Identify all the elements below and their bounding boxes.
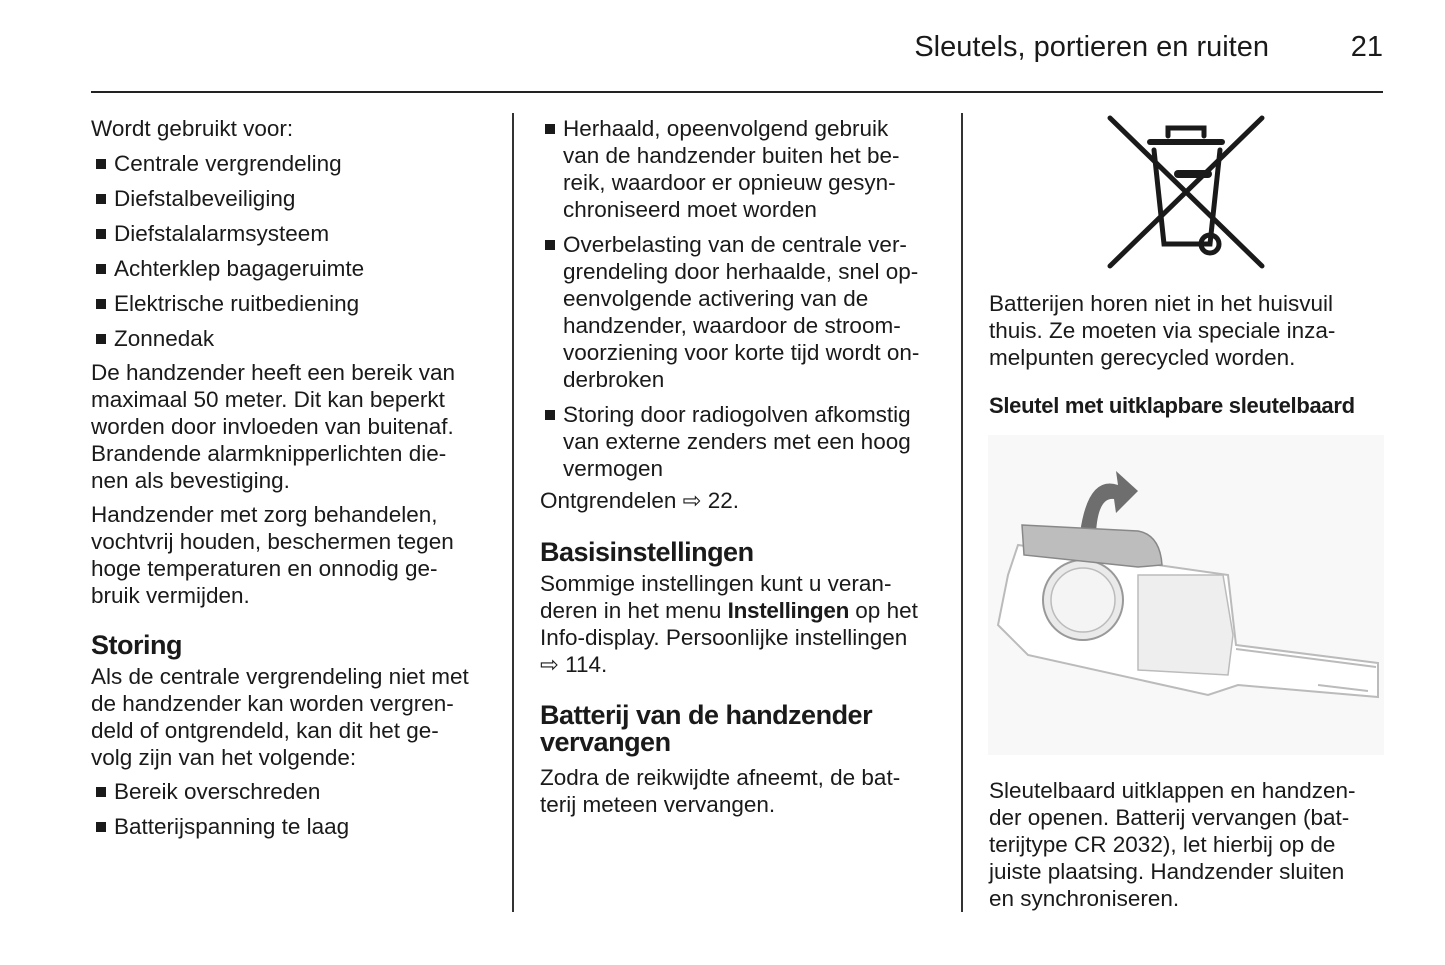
care-paragraph xyxy=(91,501,454,609)
bullet-item xyxy=(540,401,919,482)
text-line: reik, waardoor er opnieuw gesyn- xyxy=(563,170,896,195)
text-line: Sleutelbaard uitklappen en handzen- xyxy=(989,778,1356,803)
uses-list xyxy=(91,150,364,360)
basis-heading: Basisinstellingen xyxy=(540,537,754,567)
text-line: Overbelasting van de centrale ver- xyxy=(563,232,907,257)
header-rule xyxy=(91,91,1383,93)
text-line: Batterijen horen niet in het huisvuil xyxy=(989,291,1333,316)
bullet-item xyxy=(540,115,919,223)
text-line: bruik vermijden. xyxy=(91,583,250,608)
causes-list xyxy=(91,778,349,848)
text-line: thuis. Ze moeten via speciale inza- xyxy=(989,318,1336,343)
text-line: chroniseerd moet worden xyxy=(563,197,817,222)
page-number: 21 xyxy=(1350,31,1383,63)
text-line: Handzender met zorg behandelen, xyxy=(91,502,438,527)
text-line: vermogen xyxy=(563,456,664,481)
text-line: Wordt gebruikt voor: xyxy=(91,116,294,141)
battery-heading xyxy=(540,700,873,757)
text-line: van de handzender buiten het be- xyxy=(563,143,900,168)
text-line: vochtvrij houden, beschermen tegen xyxy=(91,529,454,554)
text-line: terijtype CR 2032), let hierbij op de xyxy=(989,832,1336,857)
text-line: Diefstalalarmsysteem xyxy=(114,221,330,246)
text-line: eenvolgende activering van de xyxy=(563,286,869,311)
bullet-item xyxy=(91,778,349,805)
text-line: volg zijn van het volgende: xyxy=(91,745,357,770)
bullet-item xyxy=(91,325,364,352)
text-line: vervangen xyxy=(540,727,671,757)
text-line: Diefstalbeveiliging xyxy=(114,186,296,211)
section-title: Sleutels, portieren en ruiten xyxy=(914,31,1269,63)
text-line: worden door invloeden van buitenaf. xyxy=(91,414,454,439)
text-line: Bereik overschreden xyxy=(114,779,321,804)
crossed-out-bin-icon xyxy=(1106,114,1266,270)
text-line: juiste plaatsing. Handzender sluiten xyxy=(989,859,1345,884)
intro-text xyxy=(91,115,293,142)
text-line: melpunten gerecycled worden. xyxy=(989,345,1296,370)
key-heading: Sleutel met uitklapbare sleutelbaard xyxy=(989,393,1355,418)
text-line: der openen. Batterij vervangen (bat- xyxy=(989,805,1350,830)
text-line: Elektrische ruitbediening xyxy=(114,291,360,316)
text-line: ⇨ 114. xyxy=(540,652,608,677)
text-line: Batterijspanning te laag xyxy=(114,814,350,839)
text-line: Centrale vergrendeling xyxy=(114,151,342,176)
text-line: Info-display. Persoonlijke instellingen xyxy=(540,625,908,650)
column-divider xyxy=(512,113,514,912)
text-line: hoge temperaturen en onnodig ge- xyxy=(91,556,438,581)
more-causes-list xyxy=(540,115,919,490)
storing-heading: Storing xyxy=(91,630,182,660)
text-line: voorziening voor korte tijd wordt on- xyxy=(563,340,920,365)
column-divider xyxy=(961,113,963,912)
battery-paragraph xyxy=(540,764,900,818)
storing-paragraph xyxy=(91,663,469,771)
text-line: Storing door radiogolven afkomstig xyxy=(563,402,911,427)
text-line: Batterij van de handzender xyxy=(540,700,873,730)
text-line: Zodra de reikwijdte afneemt, de bat- xyxy=(540,765,901,790)
text-line: Ontgrendelen ⇨ 22. xyxy=(540,488,739,513)
unlock-reference xyxy=(540,487,739,514)
text-line: deren in het menu Instellingen op het xyxy=(540,598,918,623)
text-line: Als de centrale vergrendeling niet met xyxy=(91,664,469,689)
bullet-item xyxy=(91,220,364,247)
replace-paragraph xyxy=(989,777,1356,912)
disposal-paragraph xyxy=(989,290,1335,371)
text-line: nen als bevestiging. xyxy=(91,468,290,493)
range-paragraph xyxy=(91,359,455,494)
basis-paragraph xyxy=(540,570,918,678)
bullet-item xyxy=(540,231,919,393)
text-line: Herhaald, opeenvolgend gebruik xyxy=(563,116,889,141)
text-line: Sommige instellingen kunt u veran- xyxy=(540,571,892,596)
text-line: van externe zenders met een hoog xyxy=(563,429,911,454)
bullet-item xyxy=(91,150,364,177)
bullet-item xyxy=(91,255,364,282)
text-line: derbroken xyxy=(563,367,665,392)
text-line: terij meteen vervangen. xyxy=(540,792,776,817)
text-line: deld of ontgrendeld, kan dit het ge- xyxy=(91,718,439,743)
text-line: handzender, waardoor de stroom- xyxy=(563,313,901,338)
text-line: Achterklep bagageruimte xyxy=(114,256,365,281)
text-line: De handzender heeft een bereik van xyxy=(91,360,456,385)
bullet-item xyxy=(91,290,364,317)
text-line: grendeling door herhaalde, snel op- xyxy=(563,259,919,284)
bullet-item xyxy=(91,185,364,212)
key-battery-illustration xyxy=(988,435,1384,755)
bold-term: Instellingen xyxy=(727,598,850,623)
text-line: de handzender kan worden vergren- xyxy=(91,691,454,716)
text-line: en synchroniseren. xyxy=(989,886,1180,911)
text-line: maximaal 50 meter. Dit kan beperkt xyxy=(91,387,445,412)
text-line: Brandende alarmknipperlichten die- xyxy=(91,441,447,466)
text-line: Zonnedak xyxy=(114,326,215,351)
bullet-item xyxy=(91,813,349,840)
